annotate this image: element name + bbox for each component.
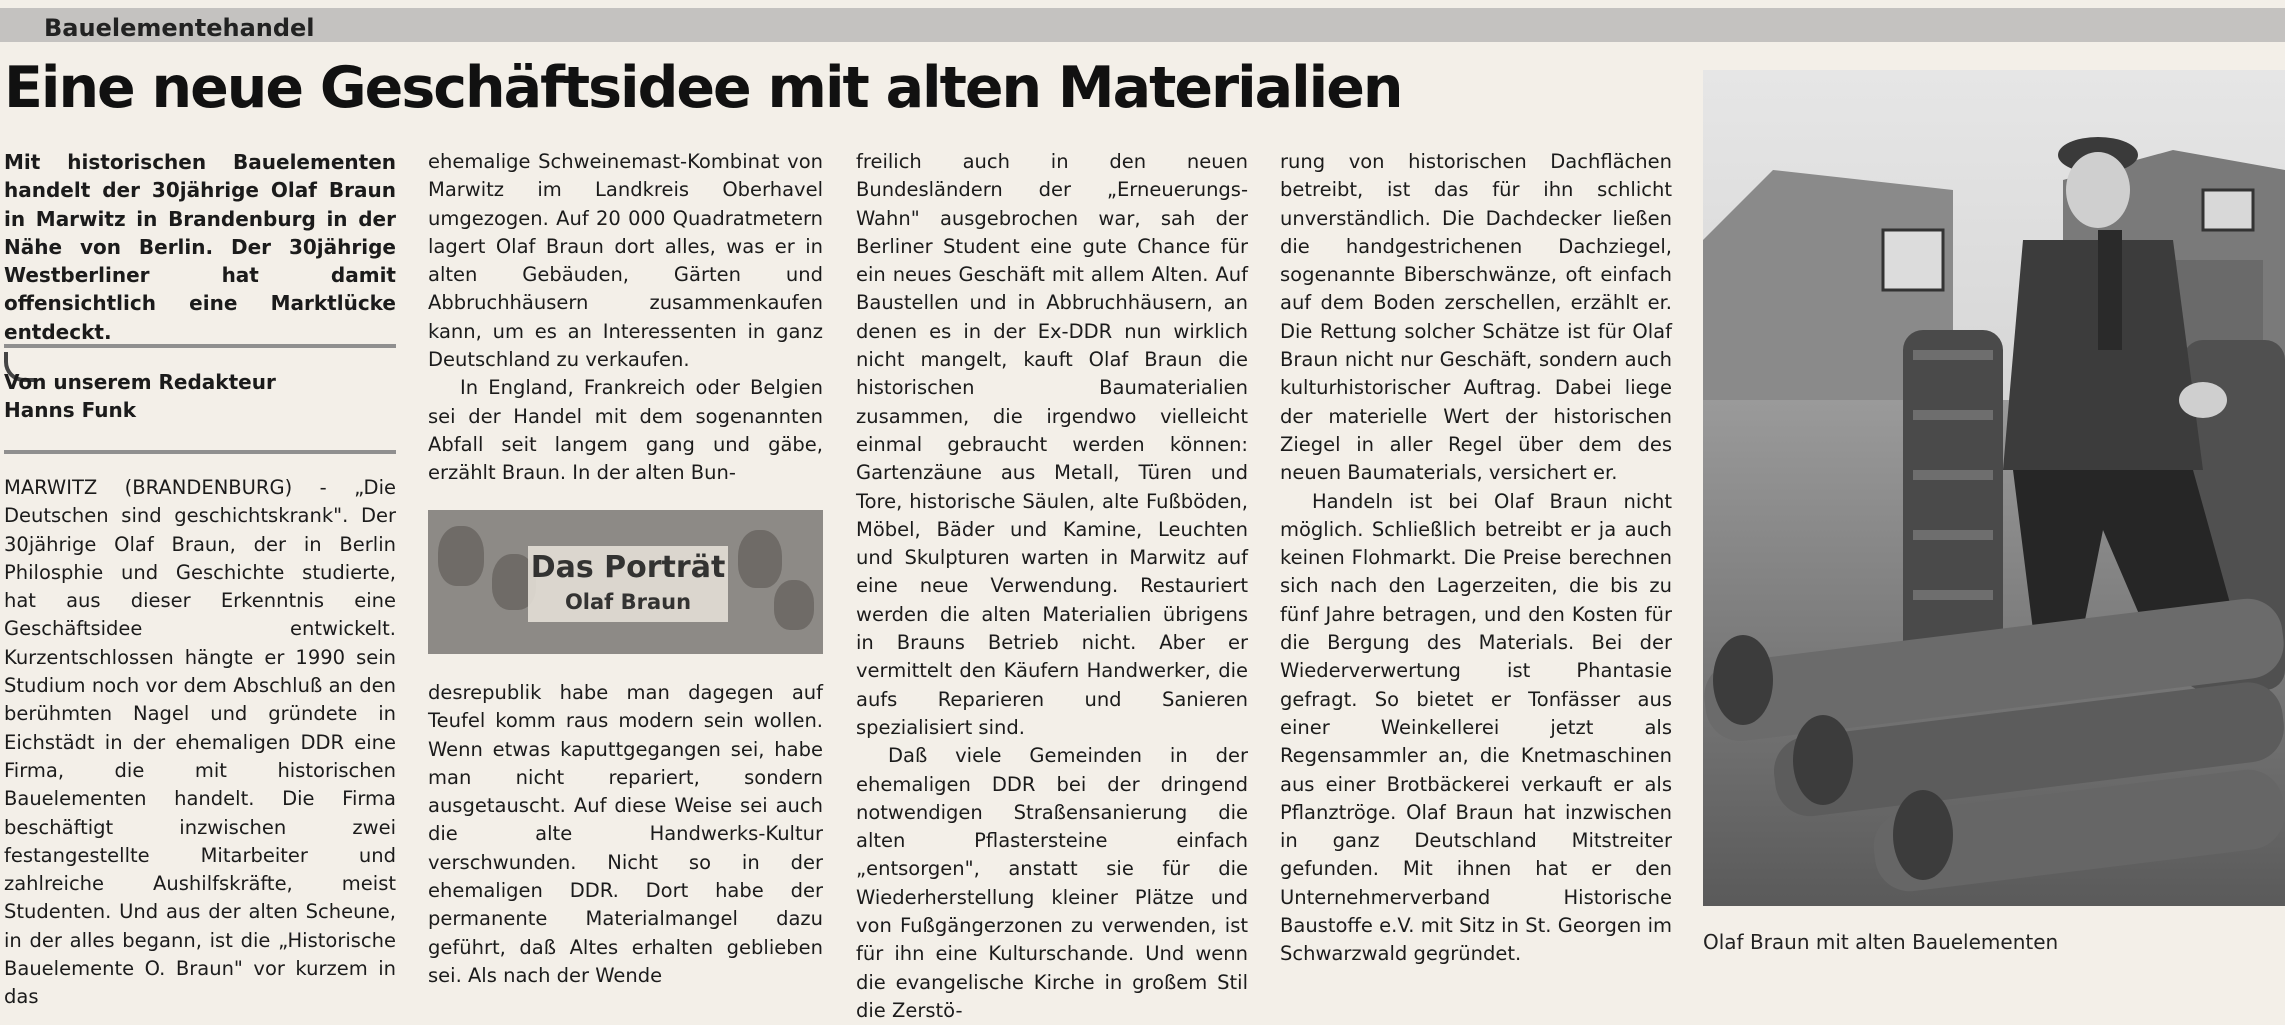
lead-paragraph: Mit historischen Bauelementen handelt der 30jährige Olaf Braun in Marwitz in Brandenburg in der Nähe von Berlin. Der 30jährige Westberliner hat damit offensichtlich eine Marktlücke entdeckt. [4,150,396,344]
portrait-title: Das Porträt [530,550,726,585]
photo-caption: Olaf Braun mit alten Bauelementen [1703,930,2059,954]
headline: Eine neue Geschäftsidee mit alten Materialien [4,55,1402,121]
article-paragraph: rung von historischen Dachflächen betreibt, ist das für ihn schlicht unverständlich. Die Dachdecker ließen die handgestrichenen Dachziegel, sogenannte Biberschwänze, oft einfach auf dem Boden zerschellen, erzählt er. Die Rettung solcher Schätze ist für Olaf Braun nicht nur Geschäft, sondern auch kulturhistorischer Auftrag. Dabei liege der materielle Wert der historischen Ziegel in aller Regel über dem des neuen Baumaterials, versichert er. [1280,150,1672,485]
portrait-name: Olaf Braun [564,590,692,614]
rubric-bar [0,8,2285,42]
portrait-face [438,526,484,586]
byline-role: Von unserem Redakteur [4,370,276,394]
article-paragraph: desrepublik habe man dagegen auf Teufel komm raus modern sein wollen. Wenn etwas kaputtgegangen sei, habe man nicht repariert, sondern ausgetauscht. Auf diese Weise sei auch die alte Handwerks-Kultur verschwunden. Nicht so in der ehemaligen DDR. Dort habe der permanente Materialmangel dazu geführt, daß Altes erhalten geblieben sei. Als nach der Wende [428,681,823,987]
article-paragraph: Daß viele Gemeinden in der ehemaligen DDR bei der dringend notwendigen Straßensanierung die alten Pflastersteine einfach „entsorgen", anstatt sie für die Wiederherstellung kleiner Plätze und von Fußgängerzonen zu verwenden, ist für ihn eine Kulturschande. Und wenn die evangelische Kirche in großem Stil die Zerstö- [856,744,1248,1022]
photo-image [1703,70,2285,906]
article-paragraph: ehemalige Schweinemast-Kombinat von Marwitz im Landkreis Oberhavel umgezogen. Auf 20 000 Quadratmetern lagert Olaf Braun dort alles, was er in alten Gebäuden, Gärten und Abbruchhäusern zusammenkaufen kann, um es an Interessenten in ganz Deutschland zu verkaufen. [428,150,823,372]
byline-author: Hanns Funk [4,398,137,423]
divider-rule [4,450,396,454]
article-column-3 [856,148,1248,1025]
rubric: Bauelementehandel [44,14,315,42]
portrait-face [738,530,782,588]
article-column-2-top [428,148,823,488]
portrait-box [428,510,823,654]
article-paragraph: Handeln ist bei Olaf Braun nicht möglich. Schließlich betreibt er ja auch keinen Flohmarkt. Die Preise berechnen sich nach den Lagerzeiten, die bis zu fünf Jahre betragen, und den Kosten für die Bergung des Materials. Bei der Wiederverwertung ist Phantasie gefragt. So bietet er Tonfässer aus einer Weinkellerei jetzt als Regensammler an, die Knetmaschinen aus einer Brotbäckerei verkauft er als Pflanztröge. Olaf Braun hat inzwischen in ganz Deutschland Mitstreiter gefunden. Mit ihnen hat er den Unternehmerverband Historische Baustoffe e.V. mit Sitz in St. Georgen im Schwarzwald gegründet. [1280,489,1672,966]
article-column-4 [1280,148,1672,969]
article-paragraph: freilich auch in den neuen Bundesländern der „Erneuerungs-Wahn" ausgebrochen war, sah der Berliner Student eine gute Chance für ein neues Geschäft mit allem Alten. Auf Baustellen und in Abbruchhäusern, an denen es in der Ex-DDR nun wirklich nicht mangelt, kauft Olaf Braun die historischen Baumaterialien zusammen, die irgendwo vielleicht einmal gebraucht werden können: Gartenzäune aus Metall, Türen und Tore, historische Säulen, alte Fußböden, Möbel, Bäder und Kamine, Leuchten und Skulpturen warten in Marwitz auf eine neue Verwendung. Restauriert werden die alten Materialien übrigens in Brauns Betrieb nicht. Aber er vermittelt den Käufern Handwerker, die aufs Reparieren und Sanieren spezialisiert sind. [856,150,1248,739]
portrait-band [528,546,728,622]
article-photo [1703,70,2285,906]
byline [4,368,396,425]
article-paragraph: In England, Frankreich oder Belgien sei der Handel mit dem sogenannten Abfall seit langem gang und gäbe, erzählt Braun. In der alten Bun- [428,376,823,485]
portrait-face [774,580,814,630]
article-paragraph: MARWITZ (BRANDENBURG) - „Die Deutschen sind geschichtskrank". Der 30jährige Olaf Braun, der in Berlin Philosphie und Geschichte studierte, hat aus dieser Erkenntnis eine Geschäftsidee entwickelt. Kurzentschlossen hängte er 1990 sein Studium noch vor dem Abschluß an den berühmten Nagel und gründete in Eichstädt in der ehemaligen DDR eine Firma, die mit historischen Bauelementen handelt. Die Firma beschäftigt inzwischen zwei festangestellte Mitarbeiter und zahlreiche Aushilfskräfte, meist Studenten. Und aus der alten Scheune, in der alles begann, ist die „Historische Bauelemente O. Braun" vor kurzem in das [4,476,396,1009]
article-column-2-bottom [428,679,823,990]
divider-rule [4,344,396,348]
article-column-1 [4,474,396,1012]
